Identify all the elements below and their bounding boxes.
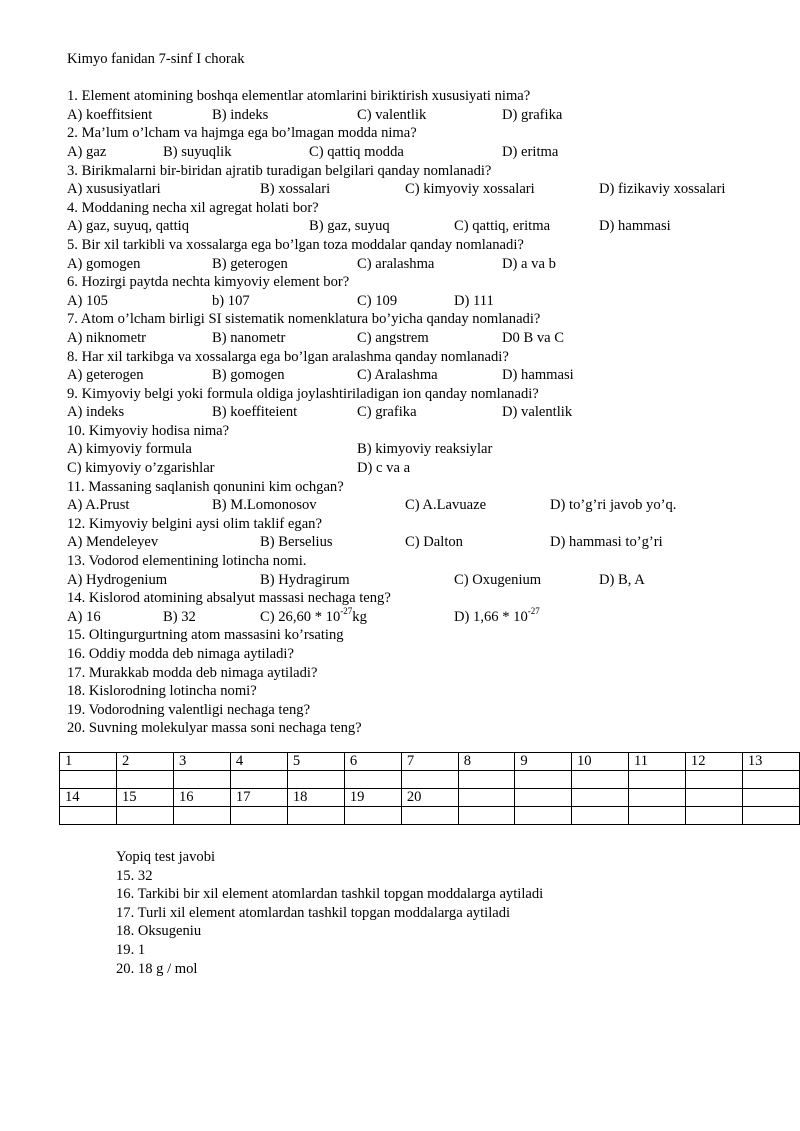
answer-table-header-row-2 [60, 789, 800, 807]
option-d: D) to’g’ri javob yo’q. [550, 497, 677, 514]
question-7: 7. Atom o’lcham birligi SI sistematik nomenklatura bo’yicha qanday nomlanadi? [67, 311, 541, 328]
option-a: A) 16 [67, 608, 101, 625]
answer-key-item: 16. Tarkibi bir xil element atomlardan tashkil topgan moddalarga aytiladi [116, 886, 544, 903]
question-1: 1. Element atomining boshqa elementlar atomlarini biriktirish xususiyati nima? [67, 88, 531, 105]
option-d: D) hammasi [599, 218, 671, 235]
answer-cell[interactable] [685, 771, 742, 789]
table-cell: 5 [287, 753, 344, 771]
table-cell: 19 [344, 789, 401, 807]
option-d-exponent: -27 [527, 605, 540, 616]
document-page [67, 50, 767, 738]
option-c: C) Dalton [405, 534, 463, 551]
answer-cell[interactable] [628, 771, 685, 789]
table-cell: 9 [515, 753, 572, 771]
table-cell [628, 789, 685, 807]
option-a: A) xususiyatlari [67, 181, 161, 198]
table-cell: 3 [173, 753, 230, 771]
answer-table-header-row-1 [60, 753, 800, 771]
answer-table [59, 752, 800, 825]
option-c: C) Oxugenium [454, 571, 542, 588]
table-cell: 8 [458, 753, 515, 771]
option-c [260, 605, 367, 627]
answer-cell[interactable] [60, 807, 117, 825]
option-a: A) gaz, suyuq, qattiq [67, 218, 189, 235]
option-c: C) grafika [357, 404, 417, 421]
question-6: 6. Hozirgi paytda nechta kimyoviy element bor? [67, 274, 350, 291]
document-title: Kimyo fanidan 7-sinf I chorak [67, 51, 245, 67]
option-d: D) fizikaviy xossalari [599, 181, 726, 198]
answer-cell[interactable] [173, 771, 230, 789]
option-c: C) Aralashma [357, 367, 438, 384]
option-b: B) Berselius [260, 534, 333, 551]
table-cell: 13 [742, 753, 799, 771]
option-b: B) gomogen [212, 367, 285, 384]
option-b: B) suyuqlik [163, 143, 232, 160]
option-c: C) qattiq, eritma [454, 218, 551, 235]
option-c: C) angstrem [357, 329, 429, 346]
option-d: D) hammasi [502, 367, 574, 384]
answer-key-item: 20. 18 g / mol [116, 960, 198, 977]
answer-key-item: 19. 1 [116, 941, 146, 958]
answer-cell[interactable] [230, 807, 287, 825]
answer-key-item: 17. Turli xil element atomlardan tashkil topgan moddalarga aytiladi [116, 904, 511, 921]
question-18: 18. Kislorodning lotincha nomi? [67, 683, 257, 700]
answer-table-blank-row-2 [60, 807, 800, 825]
question-2: 2. Ma’lum o’lcham va hajmga ega bo’lmagan modda nima? [67, 125, 417, 142]
answer-cell[interactable] [173, 807, 230, 825]
option-d: D) c va a [357, 460, 411, 477]
options-5 [67, 255, 767, 274]
options-9 [67, 403, 767, 422]
answer-cell[interactable] [60, 771, 117, 789]
table-cell: 11 [628, 753, 685, 771]
answer-cell[interactable] [116, 807, 173, 825]
table-cell: 6 [344, 753, 401, 771]
table-cell: 14 [60, 789, 117, 807]
options-12 [67, 533, 767, 552]
option-b: B) geterogen [212, 255, 288, 272]
answer-cell[interactable] [742, 807, 799, 825]
option-b: B) nanometr [212, 329, 286, 346]
answer-cell[interactable] [458, 771, 515, 789]
answer-cell[interactable] [401, 771, 458, 789]
option-b: B) M.Lomonosov [212, 497, 317, 514]
options-10-row1 [67, 440, 767, 459]
answer-key [116, 848, 543, 978]
answer-cell[interactable] [515, 807, 572, 825]
table-cell: 7 [401, 753, 458, 771]
options-10-row2 [67, 459, 767, 478]
options-13 [67, 571, 767, 590]
option-c: C) valentlik [357, 106, 427, 123]
option-c-base: C) 26,60 * 10 [260, 608, 341, 625]
option-c-unit: kg [352, 608, 367, 625]
table-cell: 1 [60, 753, 117, 771]
table-cell [742, 789, 799, 807]
question-17: 17. Murakkab modda deb nimaga aytiladi? [67, 664, 318, 681]
answer-cell[interactable] [742, 771, 799, 789]
option-d: D) a va b [502, 255, 556, 272]
option-c: C) kimyoviy o’zgarishlar [67, 460, 215, 477]
option-b: B) indeks [212, 106, 269, 123]
option-a: A) 105 [67, 292, 108, 309]
answer-cell[interactable] [344, 771, 401, 789]
answer-cell[interactable] [116, 771, 173, 789]
answer-cell[interactable] [401, 807, 458, 825]
option-a: A) niknometr [67, 329, 147, 346]
options-1 [67, 106, 767, 125]
option-d: D) eritma [502, 143, 559, 160]
table-cell: 10 [571, 753, 628, 771]
option-a: A) Mendeleyev [67, 534, 159, 551]
options-4 [67, 217, 767, 236]
options-3 [67, 180, 767, 199]
table-cell: 18 [287, 789, 344, 807]
option-d [454, 605, 540, 627]
answer-cell[interactable] [287, 807, 344, 825]
table-cell [458, 789, 515, 807]
options-6 [67, 292, 767, 311]
answer-key-item: 15. 32 [116, 867, 153, 884]
question-19: 19. Vodorodning valentligi nechaga teng? [67, 701, 311, 718]
option-c: C) 109 [357, 292, 398, 309]
question-12: 12. Kimyoviy belgini aysi olim taklif egan? [67, 515, 322, 532]
table-cell: 12 [685, 753, 742, 771]
table-cell: 20 [401, 789, 458, 807]
option-d-base: D) 1,66 * 10 [454, 608, 528, 625]
option-a: A) A.Prust [67, 497, 130, 514]
table-cell: 15 [116, 789, 173, 807]
blank-line [67, 69, 767, 88]
option-b: B) Hydragirum [260, 571, 350, 588]
answer-key-item: 18. Oksugeniu [116, 923, 202, 940]
question-9: 9. Kimyoviy belgi yoki formula oldiga joylashtiriladigan ion qanday nomlanadi? [67, 385, 539, 402]
question-10: 10. Kimyoviy hodisa nima? [67, 422, 230, 439]
option-a: A) koeffitsient [67, 106, 153, 123]
option-b: B) kimyoviy reaksiylar [357, 441, 493, 458]
option-d: D) B, A [599, 571, 645, 588]
table-cell: 4 [230, 753, 287, 771]
option-d: D) grafika [502, 106, 563, 123]
answer-cell[interactable] [344, 807, 401, 825]
question-14: 14. Kislorod atomining absalyut massasi nechaga teng? [67, 590, 391, 607]
option-a: A) gaz [67, 143, 107, 160]
option-c: C) qattiq modda [309, 143, 404, 160]
option-d: D0 B va C [502, 329, 565, 346]
option-a: A) Hydrogenium [67, 571, 168, 588]
option-d: D) hammasi to’g’ri [550, 534, 663, 551]
question-16: 16. Oddiy modda deb nimaga aytiladi? [67, 646, 294, 662]
answer-cell[interactable] [571, 807, 628, 825]
question-15: 15. Oltingurgurtning atom massasini ko’rsating [67, 627, 344, 644]
table-cell: 2 [116, 753, 173, 771]
option-a: A) gomogen [67, 255, 141, 272]
option-c: C) kimyoviy xossalari [405, 181, 535, 198]
question-20: 20. Suvning molekulyar massa soni nechaga teng? [67, 720, 362, 737]
answer-key-title: Yopiq test javobi [116, 849, 216, 865]
question-4: 4. Moddaning necha xil agregat holati bor? [67, 199, 319, 216]
table-cell [571, 789, 628, 807]
option-d: D) 111 [454, 292, 494, 309]
option-a: A) indeks [67, 404, 125, 421]
question-5: 5. Bir xil tarkibli va xossalarga ega bo’lgan toza moddalar qanday nomlanadi? [67, 236, 524, 253]
option-c-exponent: -27 [340, 605, 353, 616]
answer-cell[interactable] [515, 771, 572, 789]
question-3: 3. Birikmalarni bir-biridan ajratib turadigan belgilari qanday nomlanadi? [67, 162, 492, 179]
option-d: D) valentlik [502, 404, 573, 421]
answer-table-blank-row-1 [60, 771, 800, 789]
options-8 [67, 366, 767, 385]
options-14 [67, 605, 767, 627]
answer-cell[interactable] [287, 771, 344, 789]
question-11: 11. Massaning saqlanish qonunini kim ochgan? [67, 478, 344, 495]
answer-cell[interactable] [571, 771, 628, 789]
question-8: 8. Har xil tarkibga va xossalarga ega bo’lgan aralashma qanday nomlanadi? [67, 348, 509, 365]
answer-cell[interactable] [230, 771, 287, 789]
option-c: C) aralashma [357, 255, 435, 272]
answer-cell[interactable] [458, 807, 515, 825]
answer-cell[interactable] [685, 807, 742, 825]
option-c: C) A.Lavuaze [405, 497, 487, 514]
answer-cell[interactable] [628, 807, 685, 825]
option-b: B) xossalari [260, 181, 331, 198]
table-cell [685, 789, 742, 807]
options-11 [67, 496, 767, 515]
option-b: B) gaz, suyuq [309, 218, 390, 235]
option-b: B) koeffiteient [212, 404, 298, 421]
option-a: A) kimyoviy formula [67, 441, 192, 458]
table-cell: 16 [173, 789, 230, 807]
options-2 [67, 143, 767, 162]
option-b: B) 32 [163, 608, 196, 625]
question-13: 13. Vodorod elementining lotincha nomi. [67, 553, 307, 570]
option-b: b) 107 [212, 292, 250, 309]
table-cell: 17 [230, 789, 287, 807]
option-a: A) geterogen [67, 367, 144, 384]
options-7 [67, 329, 767, 348]
table-cell [515, 789, 572, 807]
